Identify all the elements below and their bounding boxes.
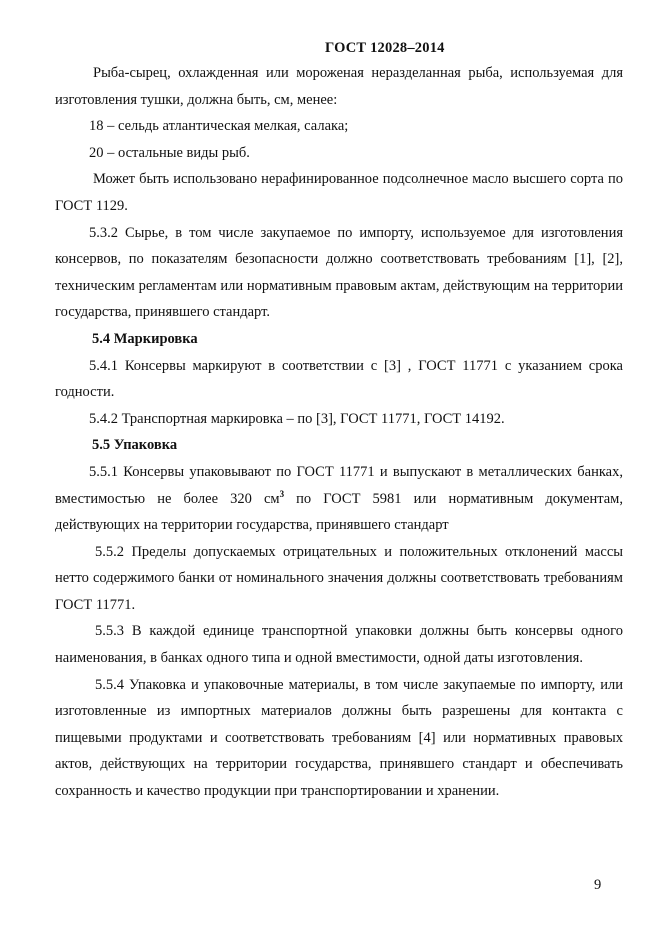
- superscript-cubic: 3: [279, 488, 285, 499]
- list-item-other-fish: 20 – остальные виды рыб.: [89, 144, 250, 161]
- paragraph-5-4-2: 5.4.2 Транспортная маркировка – по [3], ГОСТ 11771, ГОСТ 14192.: [89, 410, 505, 427]
- paragraph-5-5-1-part-a: 5.5.1 Консервы упаковывают по ГОСТ 11771 и выпускают в металлических банках, вместимостью не более 320 см: [55, 463, 623, 507]
- paragraph-5-4-1: 5.4.1 Консервы маркируют в соответствии с [3] , ГОСТ 11771 с указанием срока годности.: [55, 357, 623, 401]
- paragraph-5-5-3: 5.5.3 В каждой единице транспортной упаковки должны быть консервы одного наименования, в банках одного типа и одной вместимости, одной даты изготовления.: [55, 623, 623, 667]
- document-body: [55, 60, 623, 805]
- section-heading-marking: 5.4 Маркировка: [92, 330, 198, 347]
- paragraph-5-5-2: 5.5.2 Пределы допускаемых отрицательных и положительных отклонений массы нетто содержимого банки от номинального значения должны соответствовать требованиям ГОСТ 11771.: [55, 543, 623, 613]
- paragraph-raw-fish: Рыба-сырец, охлажденная или мороженая неразделанная рыба, используемая для изготовления тушки, должна быть, см, менее:: [55, 65, 623, 108]
- paragraph-5-5-4: 5.5.4 Упаковка и упаковочные материалы, в том числе закупаемые по импорту, или изготовленные из импортных материалов должны быть разрешены для контакта с пищевыми продуктами и соответствовать требованиям [4] или нормативных правовых актов, действующих на территории государства, принявшего стандарт и обеспечивать сохранность и качество продукции при транспортировании и хранении.: [55, 676, 623, 800]
- section-heading-packaging: 5.5 Упаковка: [92, 437, 178, 454]
- paragraph-5-3-2: 5.3.2 Сырье, в том числе закупаемое по импорту, используемое для изготовления консервов, по показателям безопасности должно соответствовать требованиям [1], [2], техническим регламентам или нормативным правовым актам, действующим на территории государства, принявшего стандарт.: [55, 224, 623, 321]
- standard-header: ГОСТ 12028–2014: [325, 40, 445, 56]
- page-number: 9: [594, 877, 602, 893]
- paragraph-5-5-1: [55, 459, 623, 539]
- paragraph-5-5-1-part-b: по ГОСТ 5981 или нормативным документам, действующих на территории государства, принявшего стандарт: [55, 490, 623, 534]
- list-item-herring: 18 – сельдь атлантическая мелкая, салака;: [89, 118, 349, 135]
- paragraph-sunflower-oil: Может быть использовано нерафинированное подсолнечное масло высшего сорта по ГОСТ 1129.: [55, 171, 623, 214]
